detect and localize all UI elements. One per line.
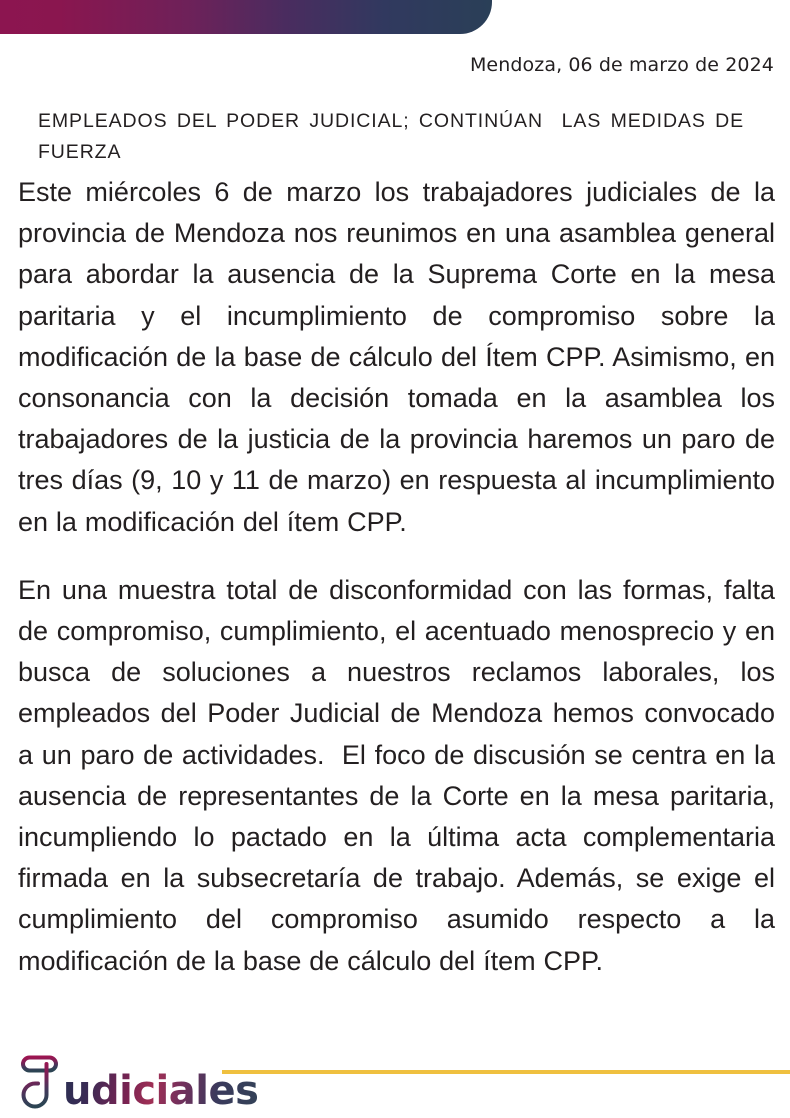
body-paragraph: En una muestra total de disconformidad con las formas, falta de compromiso, cumplimiento, el acentuado menosprecio y en busca de soluciones a nuestros reclamos laborales, los empleados del Poder Judicial de Mendoza hemos convocado a un paro de actividades. El foco de discusión se centra en la ausencia de representantes de la Corte en la mesa paritaria, incumpliendo lo pactado en la última acta complementaria firmada en la subsecretaría de trabajo. Además, se exige el cumplimiento del compromiso asumido respecto a la modificación de la base de cálculo del ítem CPP. [18,574,783,976]
letter-j-icon [16,1054,62,1116]
logo-wordmark: udiciales [63,1068,259,1114]
body-paragraph: Este miércoles 6 de marzo los trabajadores judiciales de la provincia de Mendoza nos reunimos en una asamblea general para abordar la ausencia de la Suprema Corte en la mesa paritaria y el incumplimiento de compromiso sobre la modificación de la base de cálculo del Ítem CPP. Asimismo, en consonancia con la decisión tomada en la asamblea los trabajadores de la justicia de la provincia haremos un paro de tres días (9, 10 y 11 de marzo) en respuesta al incumplimiento en la modificación del ítem CPP. [18,177,783,537]
document-footer [0,1020,790,1118]
gold-rule-divider [222,1070,790,1074]
document-body [18,172,783,982]
header-gradient-bar [0,0,492,34]
page-title: EMPLEADOS DEL PODER JUDICIAL; CONTINÚAN LAS MEDIDAS DE FUERZA [38,110,751,164]
document-date: Mendoza, 06 de marzo de 2024 [469,54,774,76]
judiciales-logo [16,1052,258,1116]
